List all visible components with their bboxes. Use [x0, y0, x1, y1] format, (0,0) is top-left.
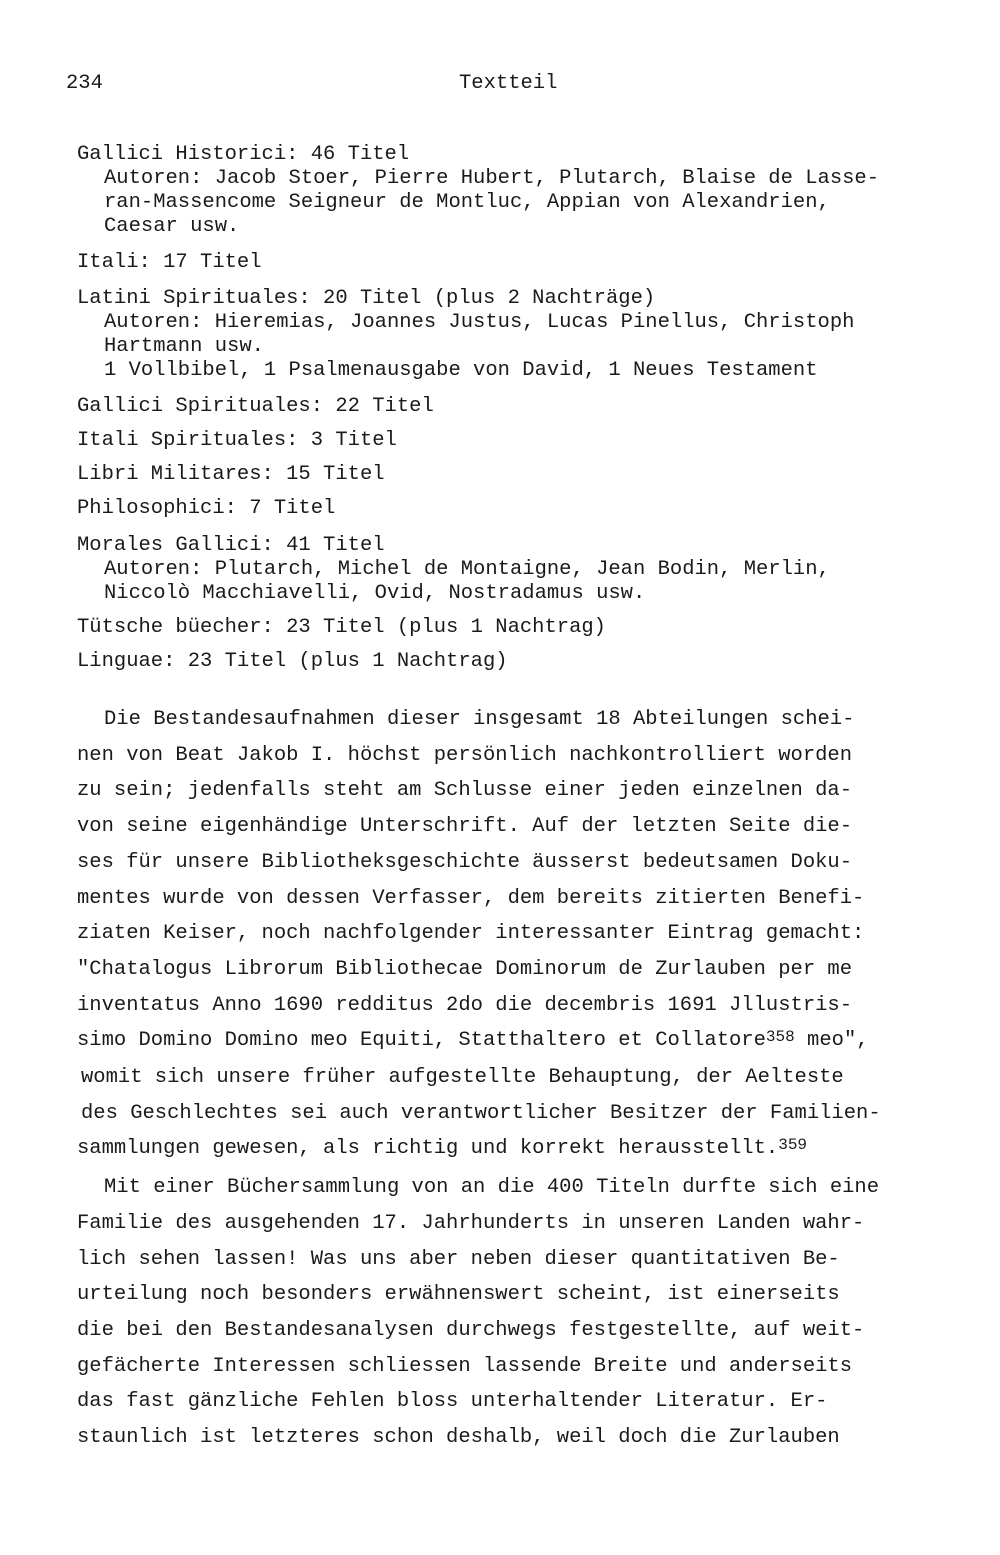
list-entry-itali-spirituales	[77, 429, 977, 453]
entry-heading: Philosophici: 7 Titel	[77, 497, 336, 520]
text-line: des Geschlechtes sei auch verantwortlicher Besitzer der Familien-	[81, 1101, 881, 1125]
text-line: Die Bestandesaufnahmen dieser insgesamt 18 Abteilungen schei-	[104, 708, 855, 731]
entry-heading: Itali: 17 Titel	[77, 251, 262, 274]
text-line: nen von Beat Jakob I. höchst persönlich nachkontrolliert worden	[77, 743, 853, 767]
text-segment: sammlungen gewesen, als richtig und korrekt herausstellt.	[77, 1137, 779, 1161]
paragraph-1	[77, 702, 967, 1168]
paragraph-2	[77, 1170, 967, 1456]
text-line: inventatus Anno 1690 redditus 2do die decembris 1691 Jllustris-	[77, 993, 853, 1017]
entry-heading: Morales Gallici: 41 Titel	[77, 534, 385, 557]
text-line: "Chatalogus Librorum Bibliothecae Dominorum de Zurlauben per me	[77, 957, 853, 981]
running-head: Textteil	[459, 72, 558, 95]
entry-heading: Gallici Historici: 46 Titel	[77, 143, 410, 166]
body-text	[77, 702, 967, 1456]
text-line: mentes wurde von dessen Verfasser, dem bereits zitierten Benefi-	[77, 886, 865, 910]
text-line: das fast gänzliche Fehlen bloss unterhaltender Literatur. Er-	[77, 1390, 828, 1414]
entry-heading: Latini Spirituales: 20 Titel (plus 2 Nachträge)	[77, 287, 656, 310]
text-line: ses für unsere Bibliotheksgeschichte äusserst bedeutsamen Doku-	[77, 850, 853, 874]
text-segment: simo Domino Domino meo Equiti, Statthaltero et Collatore	[77, 1029, 766, 1053]
list-entry-latini-spirituales	[77, 287, 977, 383]
text-line: Familie des ausgehenden 17. Jahrhunderts in unseren Landen wahr-	[77, 1211, 865, 1235]
footnote-ref-359[interactable]: 359	[778, 1136, 808, 1155]
page-number: 234	[66, 72, 103, 95]
entry-heading: Linguae: 23 Titel (plus 1 Nachtrag)	[77, 650, 508, 673]
entry-heading: Libri Militares: 15 Titel	[77, 463, 385, 486]
entry-detail: Autoren: Hieremias, Joannes Justus, Lucas Pinellus, Christoph	[104, 311, 855, 334]
list-entry-linguae	[77, 650, 977, 674]
text-line: urteilung noch besonders erwähnenswert scheint, ist einerseits	[77, 1283, 840, 1307]
list-entry-morales-gallici	[77, 534, 977, 606]
list-entry-philosophici	[77, 497, 977, 521]
text-line: lich sehen lassen! Was uns aber neben dieser quantitativen Be-	[77, 1247, 840, 1271]
list-entry-gallici-historici	[77, 143, 977, 239]
text-line: die bei den Bestandesanalysen durchwegs festgestellte, auf weit-	[77, 1318, 865, 1342]
text-line	[77, 1023, 967, 1060]
text-line: gefächerte Interessen schliessen lassende Breite und anderseits	[77, 1354, 853, 1378]
text-line: Mit einer Büchersammlung von an die 400 Titeln durfte sich eine	[104, 1176, 880, 1200]
entry-detail: Autoren: Plutarch, Michel de Montaigne, Jean Bodin, Merlin,	[104, 558, 830, 581]
entry-detail: Hartmann usw.	[104, 335, 264, 358]
entry-detail: Caesar usw.	[104, 215, 240, 238]
entry-detail: Niccolò Macchiavelli, Ovid, Nostradamus usw.	[104, 582, 646, 605]
list-entry-itali	[77, 251, 977, 275]
list-entry-tuetsche-buecher	[77, 616, 977, 640]
text-line: ziaten Keiser, noch nachfolgender interessanter Eintrag gemacht:	[77, 922, 865, 946]
text-line: womit sich unsere früher aufgestellte Behauptung, der Aelteste	[81, 1066, 844, 1090]
text-line: von seine eigenhändige Unterschrift. Auf der letzten Seite die-	[77, 815, 853, 839]
list-entry-libri-militares	[77, 463, 977, 487]
entry-detail: Autoren: Jacob Stoer, Pierre Hubert, Plutarch, Blaise de Lasse-	[104, 167, 880, 190]
entry-heading: Itali Spirituales: 3 Titel	[77, 429, 397, 452]
text-segment: meo",	[794, 1029, 869, 1053]
footnote-ref-358[interactable]: 358	[765, 1028, 795, 1047]
page-header	[0, 72, 1000, 100]
catalogue-list	[77, 143, 977, 674]
text-line: staunlich ist letzteres schon deshalb, weil doch die Zurlauben	[77, 1426, 840, 1450]
list-entry-gallici-spirituales	[77, 395, 977, 419]
entry-heading: Gallici Spirituales: 22 Titel	[77, 395, 434, 418]
entry-detail: ran-Massencome Seigneur de Montluc, Appian von Alexandrien,	[104, 191, 830, 214]
text-line: zu sein; jedenfalls steht am Schlusse einer jeden einzelnen da-	[77, 779, 853, 803]
entry-heading: Tütsche büecher: 23 Titel (plus 1 Nachtrag)	[77, 616, 606, 639]
entry-detail: 1 Vollbibel, 1 Psalmenausgabe von David, 1 Neues Testament	[104, 359, 818, 382]
text-line	[77, 1131, 967, 1168]
